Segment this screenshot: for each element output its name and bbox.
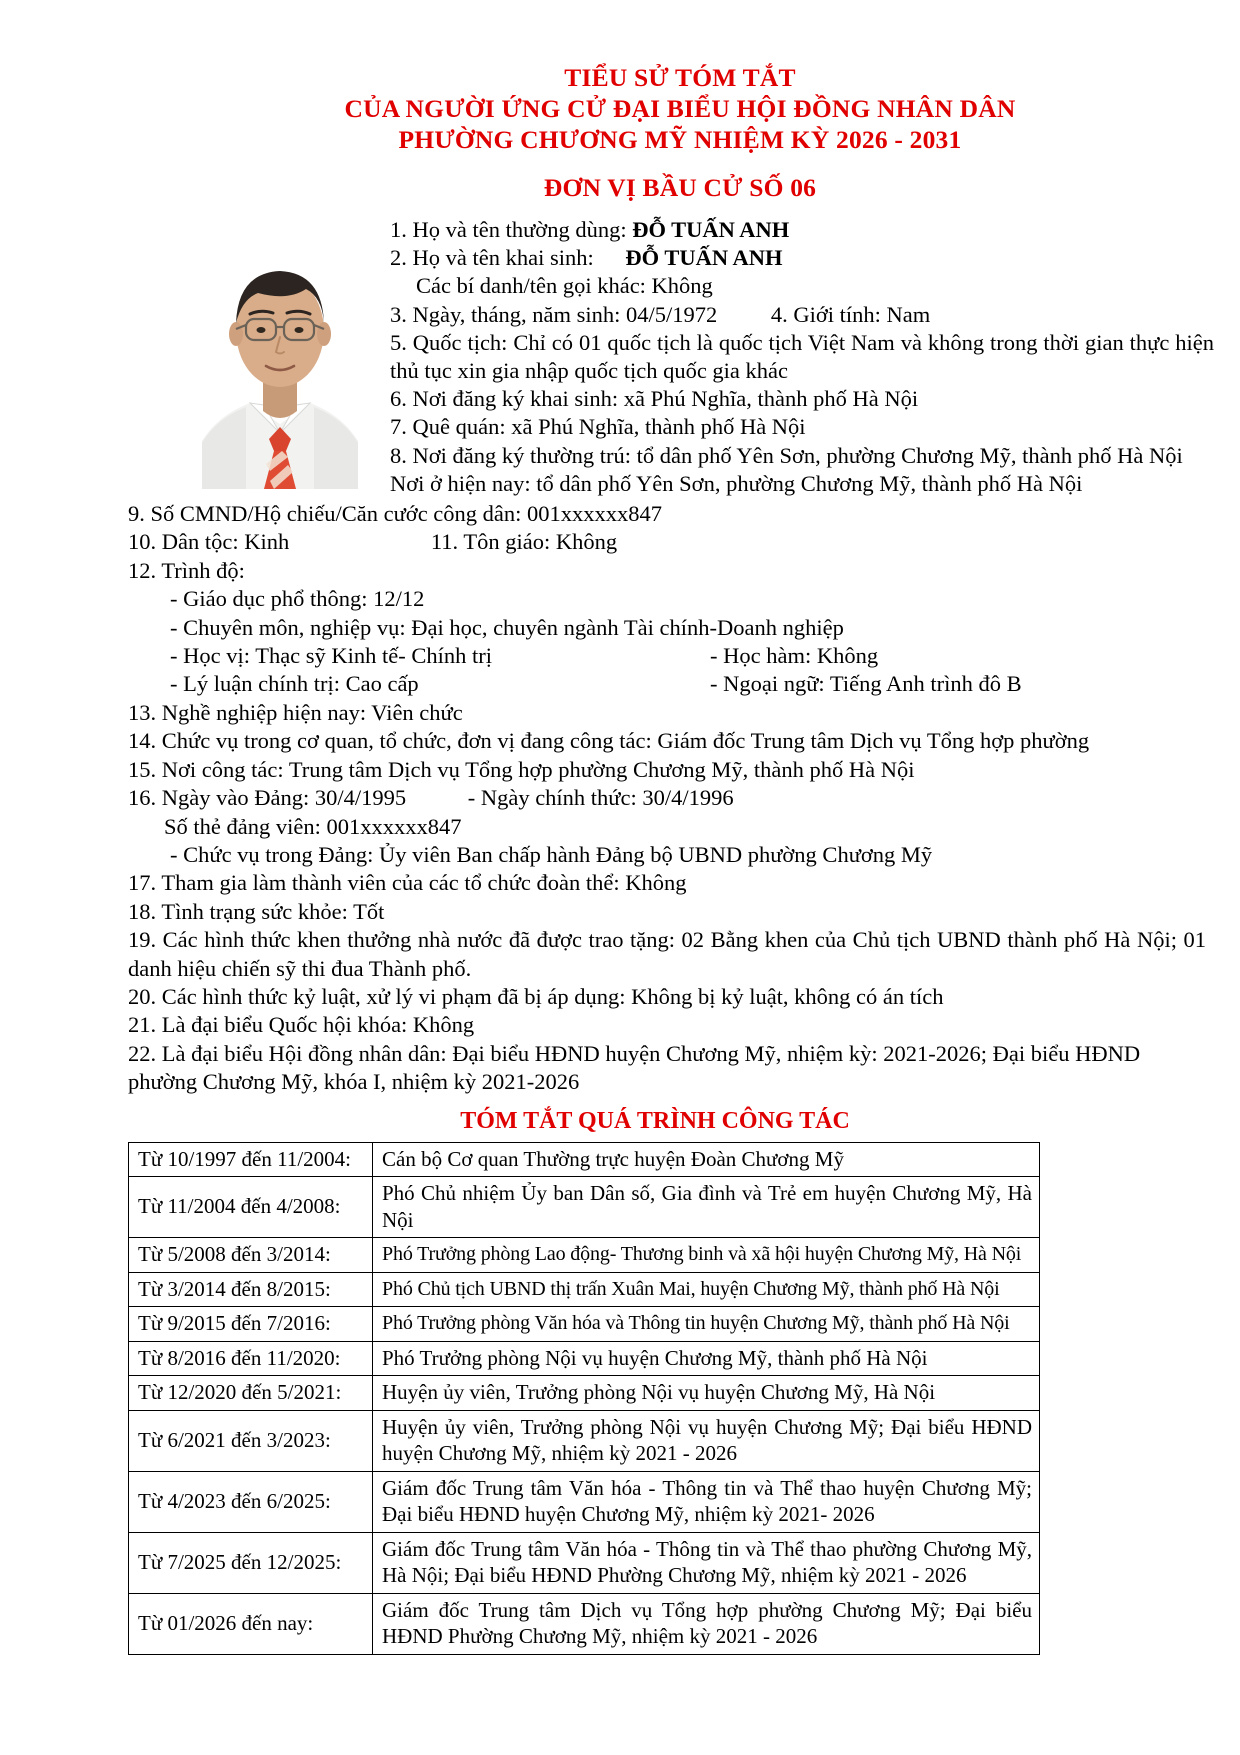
work-period: Từ 6/2021 đến 3/2023: [129, 1410, 373, 1471]
info-item-6-birthplace: 6. Nơi đăng ký khai sinh: xã Phú Nghĩa, thành phố Hà Nội [390, 386, 919, 412]
info-item-16-party-dates [128, 784, 1206, 812]
work-period: Từ 7/2025 đến 12/2025: [129, 1532, 373, 1593]
table-row [129, 1142, 1040, 1177]
intro-info-list [390, 216, 1214, 498]
election-unit-label: ĐƠN VỊ BẦU CỬ SỐ 06 [543, 173, 817, 202]
document-header [0, 0, 1240, 203]
info-item-3-4 [390, 301, 1214, 329]
work-history-title: TÓM TẮT QUÁ TRÌNH CÔNG TÁC [460, 1107, 850, 1134]
header-title-line3: PHƯỜNG CHƯƠNG MỸ NHIỆM KỲ 2026 - 2031 [398, 125, 962, 154]
table-row [129, 1238, 1040, 1273]
work-description: Giám đốc Trung tâm Văn hóa - Thông tin và Thể thao huyện Chương Mỹ; Đại biểu HĐND huyện Chương Mỹ, nhiệm kỳ 2021- 2026 [373, 1471, 1040, 1532]
work-period: Từ 3/2014 đến 8/2015: [129, 1272, 373, 1307]
info-item-22-peoples-council: 22. Là đại biểu Hội đồng nhân dân: Đại biểu HĐND huyện Chương Mỹ, nhiệm kỳ: 2021-2026; Đại biểu HĐND phường Chương Mỹ, khóa I, nhiệm kỳ 2021-2026 [128, 1040, 1141, 1095]
info-item-20-discipline: 20. Các hình thức kỷ luật, xử lý vi phạm đã bị áp dụng: Không bị kỷ luật, không có án tích [128, 983, 944, 1009]
info-item-2b-aliases: Các bí danh/tên gọi khác: Không [416, 273, 713, 299]
work-period: Từ 5/2008 đến 3/2014: [129, 1238, 373, 1273]
info-item-16-party-join-date: 16. Ngày vào Đảng: 30/4/1995 [128, 785, 407, 811]
info-item-3-birthdate: 3. Ngày, tháng, năm sinh: 04/5/1972 [390, 301, 718, 327]
work-description: Phó Chủ nhiệm Ủy ban Dân số, Gia đình và Trẻ em huyện Chương Mỹ, Hà Nội [373, 1177, 1040, 1238]
info-item-11-religion: 11. Tôn giáo: Không [430, 529, 618, 555]
table-row [129, 1307, 1040, 1342]
work-period: Từ 4/2023 đến 6/2025: [129, 1471, 373, 1532]
info-item-10-11 [128, 528, 1206, 556]
info-item-12a-general-education: - Giáo dục phổ thông: 12/12 [170, 586, 425, 612]
work-period: Từ 9/2015 đến 7/2016: [129, 1307, 373, 1342]
header-title-line1: TIỂU SỬ TÓM TẮT [564, 63, 796, 92]
table-row [129, 1410, 1040, 1471]
info-item-12c-academic-degree: - Học vị: Thạc sỹ Kinh tế- Chính trị [170, 643, 493, 669]
info-item-12-politics-row [128, 670, 1206, 698]
table-row [129, 1532, 1040, 1593]
info-item-1-label: 1. Họ và tên thường dùng: [390, 217, 627, 242]
info-item-12e-political-theory: - Lý luận chính trị: Cao cấp [170, 671, 419, 697]
info-item-10-ethnicity: 10. Dân tộc: Kinh [128, 529, 290, 555]
info-item-8-residence: 8. Nơi đăng ký thường trú: tổ dân phố Yên Sơn, phường Chương Mỹ, thành phố Hà Nội [390, 442, 1183, 468]
info-item-12d-academic-title: - Học hàm: Không [710, 643, 879, 669]
work-period: Từ 12/2020 đến 5/2021: [129, 1376, 373, 1411]
info-item-2 [390, 244, 1214, 272]
info-item-8b-current-address: Nơi ở hiện nay: tổ dân phố Yên Sơn, phường Chương Mỹ, thành phố Hà Nội [390, 470, 1083, 496]
work-description: Huyện ủy viên, Trưởng phòng Nội vụ huyện Chương Mỹ; Đại biểu HĐND huyện Chương Mỹ, nhiệm kỳ 2021 - 2026 [373, 1410, 1040, 1471]
work-description: Phó Trưởng phòng Lao động- Thương binh và xã hội huyện Chương Mỹ, Hà Nội [373, 1238, 1040, 1273]
info-item-7-hometown: 7. Quê quán: xã Phú Nghĩa, thành phố Hà Nội [390, 414, 806, 440]
info-item-2-value: ĐỖ TUẤN ANH [625, 245, 783, 271]
table-row [129, 1471, 1040, 1532]
table-row [129, 1341, 1040, 1376]
info-item-16d-party-position: - Chức vụ trong Đảng: Ủy viên Ban chấp hành Đảng bộ UBND phường Chương Mỹ [170, 841, 933, 867]
work-description: Giám đốc Trung tâm Dịch vụ Tổng hợp phường Chương Mỹ; Đại biểu HĐND Phường Chương Mỹ, nhiệm kỳ 2021 - 2026 [373, 1593, 1040, 1654]
biography-body [0, 500, 1240, 1097]
table-row [129, 1177, 1040, 1238]
work-period: Từ 01/2026 đến nay: [129, 1593, 373, 1654]
table-row [129, 1272, 1040, 1307]
info-item-9-id-number: 9. Số CMND/Hộ chiếu/Căn cước công dân: 001xxxxxx847 [128, 501, 663, 527]
info-item-4-gender: 4. Giới tính: Nam [770, 301, 931, 327]
work-description: Cán bộ Cơ quan Thường trực huyện Đoàn Chương Mỹ [373, 1142, 1040, 1177]
work-description: Huyện ủy viên, Trưởng phòng Nội vụ huyện Chương Mỹ, Hà Nội [373, 1376, 1040, 1411]
info-item-16c-party-card-number: Số thẻ đảng viên: 001xxxxxx847 [164, 813, 462, 839]
table-row [129, 1376, 1040, 1411]
info-item-13-occupation: 13. Nghề nghiệp hiện nay: Viên chức [128, 699, 463, 725]
info-item-2-label: 2. Họ và tên khai sinh: [390, 245, 594, 271]
info-item-1 [390, 216, 1214, 244]
info-item-12b-specialization: - Chuyên môn, nghiệp vụ: Đại học, chuyên ngành Tài chính-Doanh nghiệp [170, 614, 844, 640]
info-item-18-health: 18. Tình trạng sức khỏe: Tốt [128, 898, 385, 924]
portrait-and-intro-block [0, 216, 1240, 498]
info-item-16b-party-official-date: - Ngày chính thức: 30/4/1996 [467, 785, 734, 811]
info-item-5-nationality: 5. Quốc tịch: Chỉ có 01 quốc tịch là quốc tịch Việt Nam và không trong thời gian thực hiện thủ tục xin gia nhập quốc tịch quốc gia khác [390, 329, 1214, 384]
info-item-15-workplace: 15. Nơi công tác: Trung tâm Dịch vụ Tổng hợp phường Chương Mỹ, thành phố Hà Nội [128, 756, 915, 782]
work-period: Từ 11/2004 đến 4/2008: [129, 1177, 373, 1238]
info-item-12f-foreign-language: - Ngoại ngữ: Tiếng Anh trình đô B [710, 671, 1022, 697]
info-item-14-position: 14. Chức vụ trong cơ quan, tổ chức, đơn vị đang công tác: Giám đốc Trung tâm Dịch vụ Tổng hợp phường [128, 728, 1090, 754]
info-item-21-national-assembly: 21. Là đại biểu Quốc hội khóa: Không [128, 1012, 475, 1038]
info-item-17-organizations: 17. Tham gia làm thành viên của các tổ chức đoàn thể: Không [128, 870, 687, 896]
work-period: Từ 10/1997 đến 11/2004: [129, 1142, 373, 1177]
info-item-19-awards: 19. Các hình thức khen thưởng nhà nước đã được trao tặng: 02 Bằng khen của Chủ tịch UBND thành phố Hà Nội; 01 danh hiệu chiến sỹ thi đua Thành phố. [128, 927, 1206, 981]
work-period: Từ 8/2016 đến 11/2020: [129, 1341, 373, 1376]
work-history-body [129, 1142, 1040, 1654]
work-description: Giám đốc Trung tâm Văn hóa - Thông tin và Thể thao phường Chương Mỹ, Hà Nội; Đại biểu HĐND Phường Chương Mỹ, nhiệm kỳ 2021 - 2026 [373, 1532, 1040, 1593]
work-history-table [128, 1142, 1040, 1655]
info-item-1-value: ĐỖ TUẤN ANH [632, 217, 790, 242]
work-description: Phó Chủ tịch UBND thị trấn Xuân Mai, huyện Chương Mỹ, thành phố Hà Nội [373, 1272, 1040, 1307]
header-title-line2: CỦA NGƯỜI ỨNG CỬ ĐẠI BIỂU HỘI ĐỒNG NHÂN DÂN [344, 94, 1016, 123]
table-row [129, 1593, 1040, 1654]
info-item-12-education-header: 12. Trình độ: [128, 557, 245, 583]
info-item-12-degree-row [128, 642, 1206, 670]
work-description: Phó Trưởng phòng Văn hóa và Thông tin huyện Chương Mỹ, thành phố Hà Nội [373, 1307, 1040, 1342]
candidate-photo [196, 219, 364, 489]
work-description: Phó Trưởng phòng Nội vụ huyện Chương Mỹ, thành phố Hà Nội [373, 1341, 1040, 1376]
